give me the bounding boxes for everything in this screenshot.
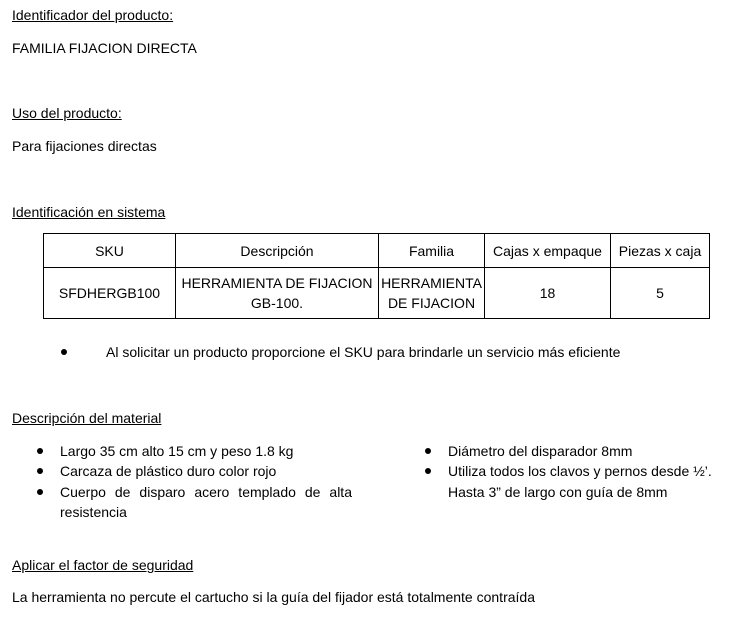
table-header-pieces-per-box: Piezas x caja [611, 234, 710, 268]
bullet-icon [425, 448, 431, 454]
bullet-icon [37, 489, 43, 495]
table-header-sku: SKU [44, 234, 176, 268]
product-identifier-heading: Identificador del producto: [12, 7, 174, 23]
material-item-body-line1: Cuerpo de disparo acero templado de alta [60, 484, 352, 500]
cell-description-line2: GB-100. [250, 295, 304, 311]
safety-factor-text: La herramienta no percute el cartucho si la guía del fijador está totalmente contraída [12, 589, 535, 605]
product-identifier-value: FAMILIA FIJACION DIRECTA [12, 40, 197, 56]
system-identification-heading: Identificación en sistema [12, 204, 166, 220]
bullet-icon [37, 468, 43, 474]
material-item-housing: Carcaza de plástico duro color rojo [60, 463, 277, 479]
material-item-fasteners-line2: Hasta 3” de largo con guía de 8mm [448, 484, 668, 500]
product-use-heading: Uso del producto: [12, 105, 122, 121]
product-use-value: Para fijaciones directas [12, 138, 157, 154]
bullet-icon [425, 468, 431, 474]
cell-family [379, 268, 485, 319]
material-item-trigger-diameter: Diámetro del disparador 8mm [448, 443, 633, 459]
table-header-description: Descripción [176, 234, 379, 268]
cell-pieces-per-box: 5 [611, 268, 710, 319]
cell-description-line1: HERRAMIENTA DE FIJACION [181, 275, 373, 291]
sku-table [43, 233, 710, 319]
cell-description [176, 268, 379, 319]
table-header-family: Familia [379, 234, 485, 268]
cell-boxes-per-pack: 18 [485, 268, 611, 319]
cell-sku: SFDHERGB100 [44, 268, 176, 319]
table-header-row [44, 234, 710, 268]
material-item-size: Largo 35 cm alto 15 cm y peso 1.8 kg [60, 443, 294, 459]
bullet-icon [61, 349, 67, 355]
material-item-body-line2: resistencia [60, 504, 127, 520]
cell-family-line1: HERRAMIENTA [381, 275, 482, 291]
material-description-heading: Descripción del material [12, 410, 162, 426]
sku-note: Al solicitar un producto proporcione el SKU para brindarle un servicio más eficiente [106, 344, 621, 360]
material-item-fasteners-line1: Utiliza todos los clavos y pernos desde ½’. [448, 463, 712, 479]
table-row [44, 268, 710, 319]
bullet-icon [37, 448, 43, 454]
safety-factor-heading: Aplicar el factor de seguridad [12, 557, 194, 573]
table-header-boxes-per-pack: Cajas x empaque [485, 234, 611, 268]
cell-family-line2: DE FIJACION [387, 295, 476, 311]
